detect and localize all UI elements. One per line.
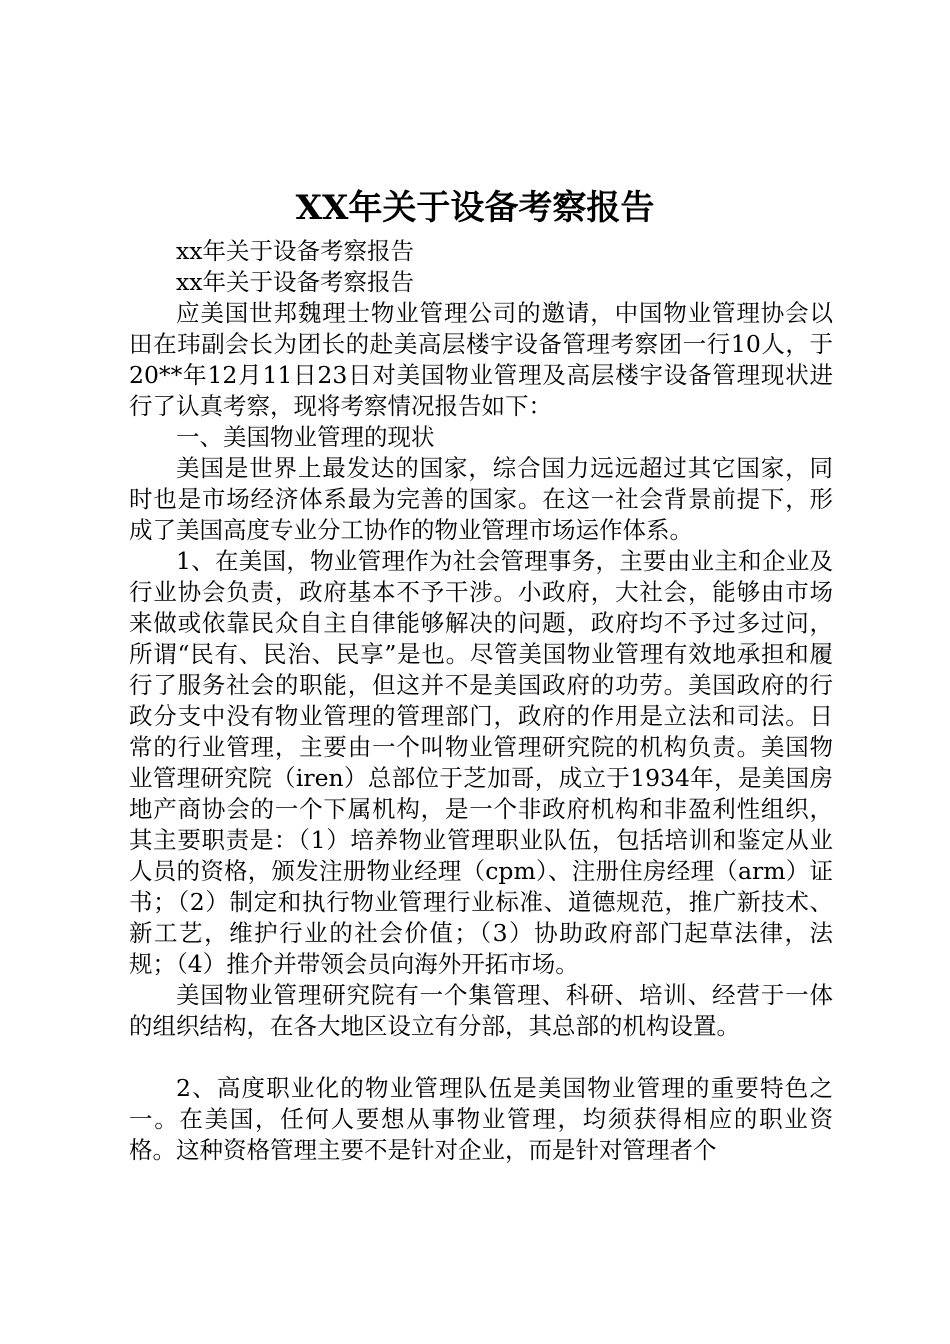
- document-title: XX年关于设备考察报告: [295, 188, 655, 228]
- paragraph-intro: 应美国世邦魏理士物业管理公司的邀请，中国物业管理协会以田在玮副会长为团长的赴美高层楼宇设备管理考察团一行10人，于20**年12月11日23日对美国物业管理及高层楼宇设备管理现状进行了认真考察，现将考察情况报告如下：: [129, 299, 833, 420]
- section-heading-1: 一、美国物业管理的现状: [176, 423, 435, 451]
- paragraph-background: 美国是世界上最发达的国家，综合国力远远超过其它国家，同时也是市场经济体系最为完善的国家。在这一社会背景前提下，形成了美国高度专业分工协作的物业管理市场运作体系。: [129, 454, 833, 544]
- paragraph-institute: 美国物业管理研究院有一个集管理、科研、培训、经营于一体的组织结构，在各大地区设立有分部，其总部的机构设置。: [129, 981, 833, 1040]
- document-body: [129, 236, 833, 1166]
- paragraph-subtitle-2: xx年关于设备考察报告: [176, 268, 415, 296]
- paragraph-point-1: 1、在美国，物业管理作为社会管理事务，主要由业主和企业及行业协会负责，政府基本不予干涉。小政府，大社会，能够由市场来做或依靠民众自主自律能够解决的问题，政府均不予过多过问，所谓“民有、民治、民享”是也。尽管美国物业管理有效地承担和履行了服务社会的职能，但这并不是美国政府的功劳。美国政府的行政分支中没有物业管理的管理部门，政府的作用是立法和司法。日常的行业管理，主要由一个叫物业管理研究院的机构负责。美国物业管理研究院（iren）总部位于芝加哥，成立于1934年，是美国房地产商协会的一个下属机构，是一个非政府机构和非盈利性组织，其主要职责是：（1）培养物业管理职业队伍，包括培训和鉴定从业人员的资格，颁发注册物业经理（cpm）、注册住房经理（arm）证书；（2）制定和执行物业管理行业标准、道德规范，推广新技术、新工艺，维护行业的社会价值；（3）协助政府部门起草法律，法规；（4）推介并带领会员向海外开拓市场。: [129, 547, 833, 978]
- paragraph-point-2: 2、高度职业化的物业管理队伍是美国物业管理的重要特色之一。在美国，任何人要想从事物业管理，均须获得相应的职业资格。这种资格管理主要不是针对企业，而是针对管理者个: [129, 1074, 833, 1164]
- paragraph-subtitle-1: xx年关于设备考察报告: [176, 237, 415, 265]
